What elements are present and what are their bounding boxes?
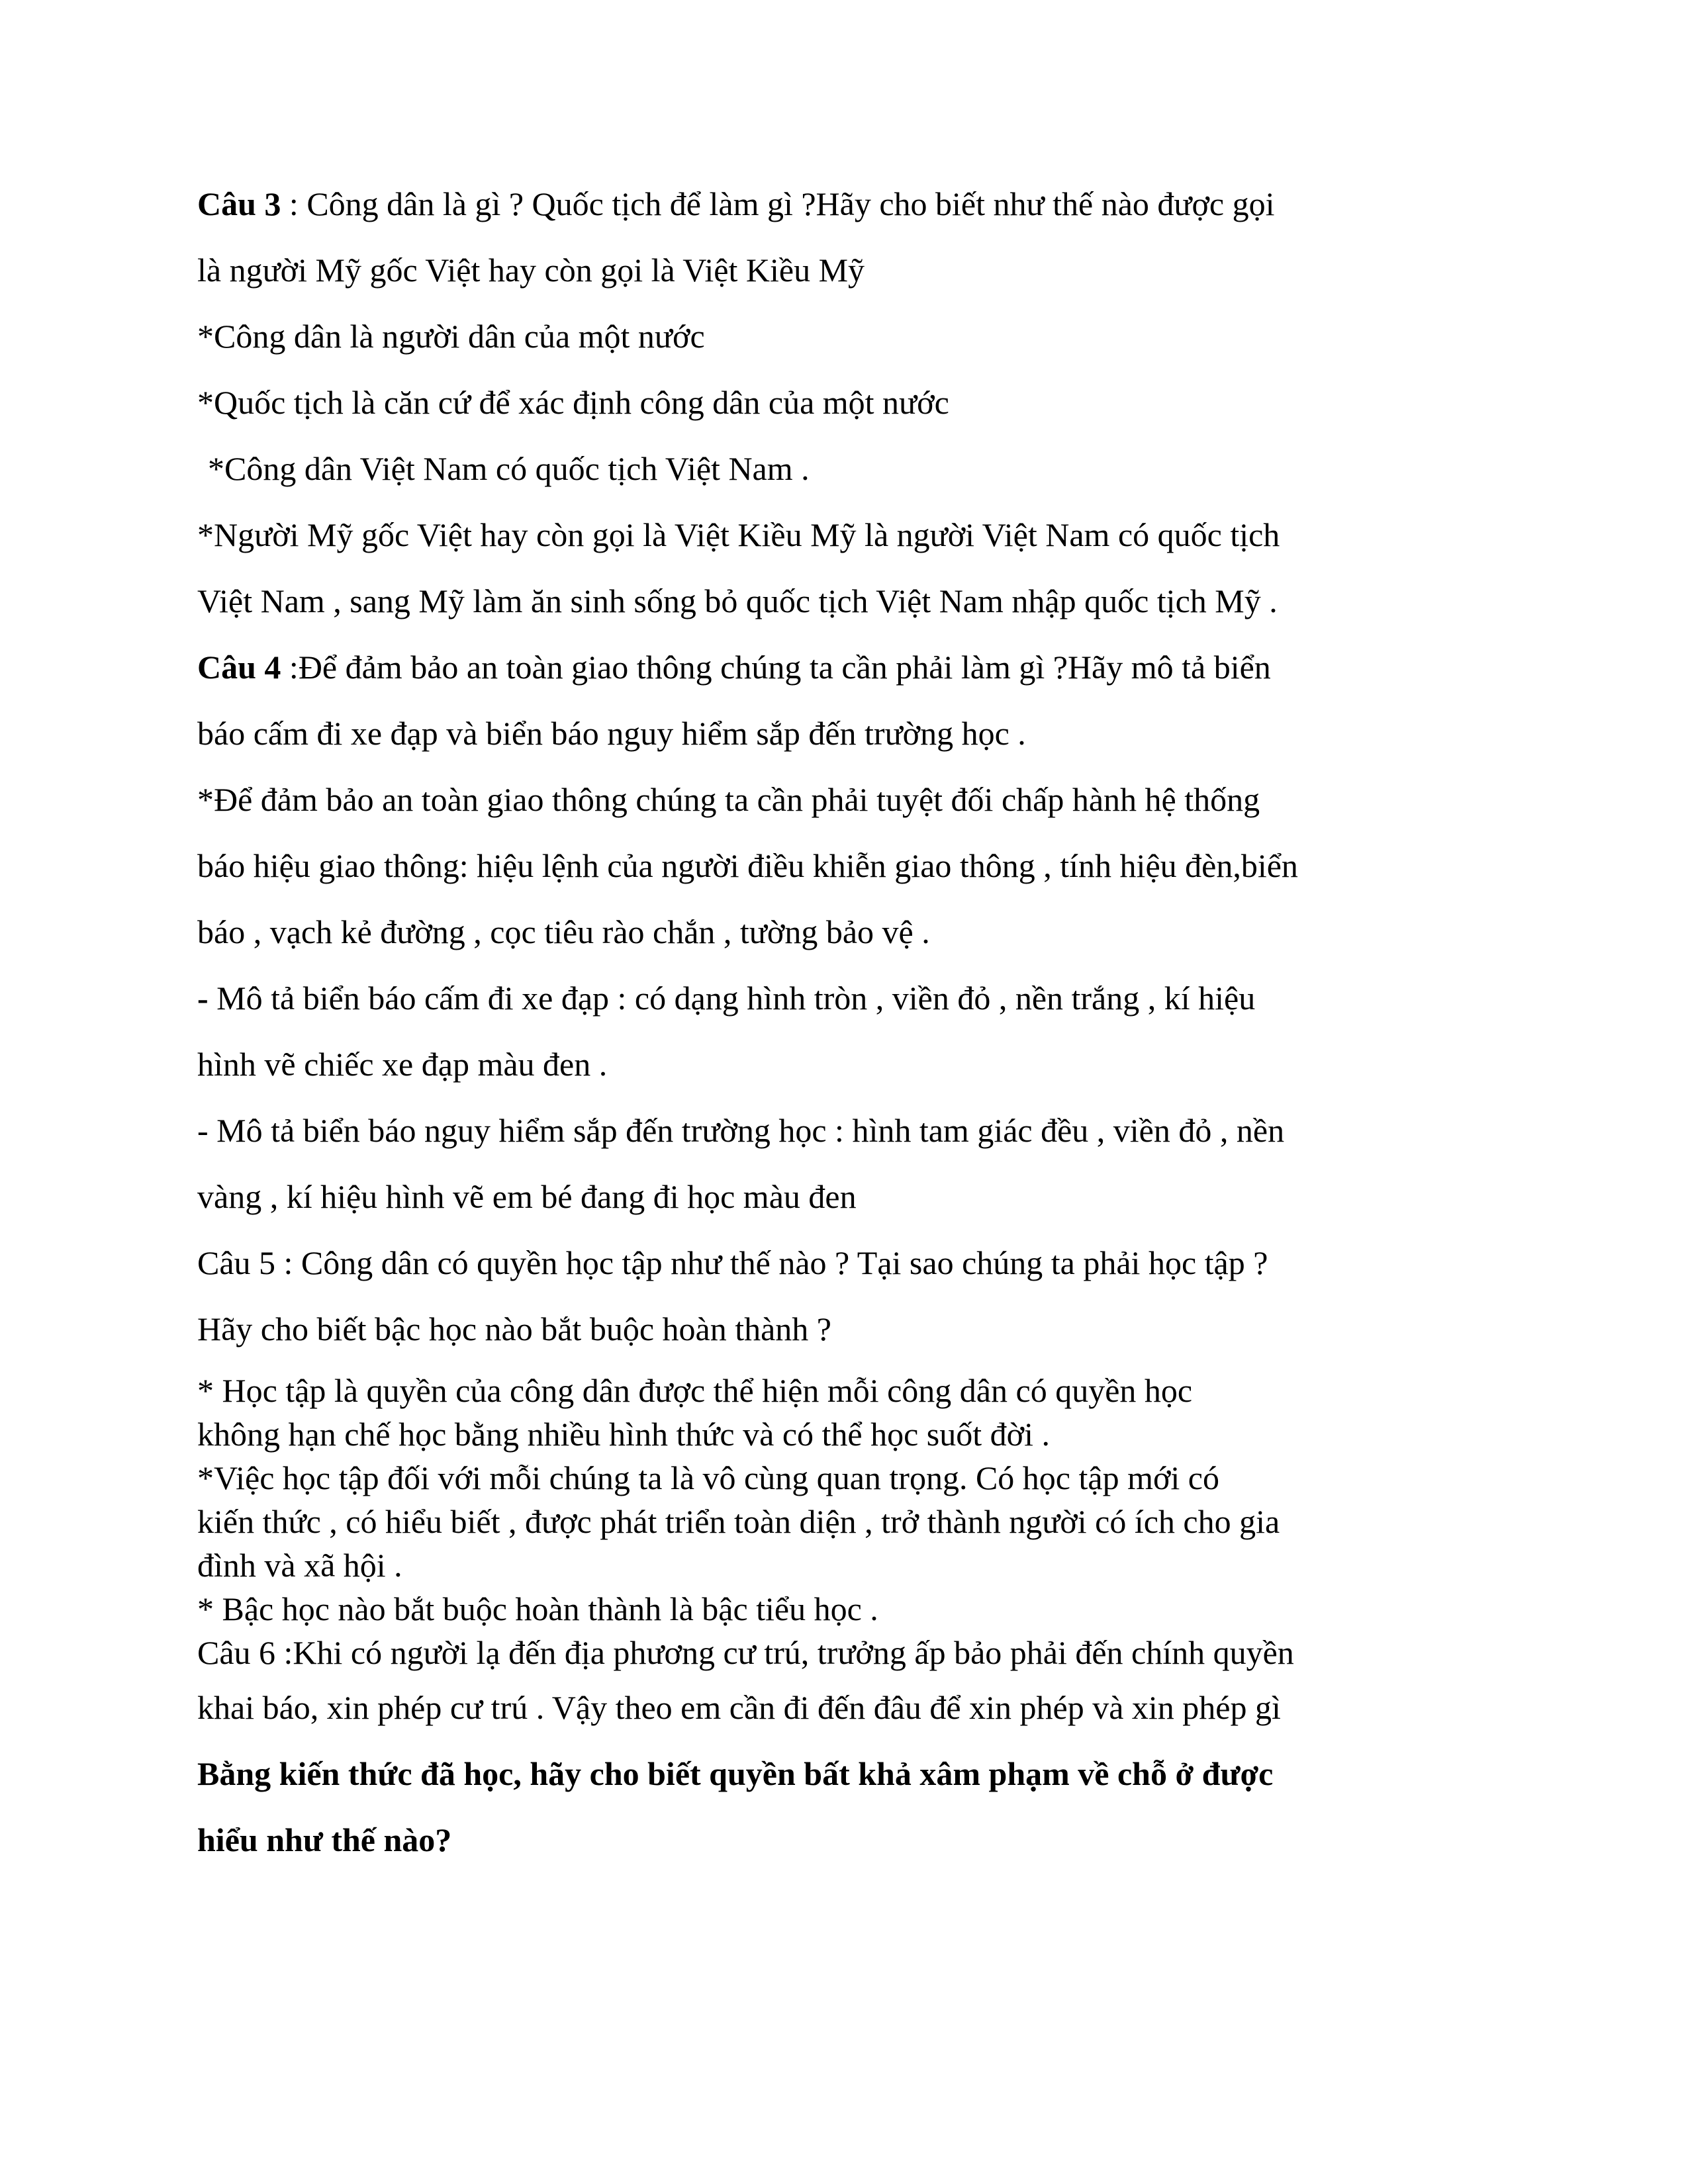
question-5-answers xyxy=(197,1369,1495,1674)
question-3-answer-3: *Công dân Việt Nam có quốc tịch Việt Nam . xyxy=(208,450,810,487)
question-5-answer-1-line-2: không hạn chế học bằng nhiều hình thức và có thể học suốt đời . xyxy=(197,1416,1050,1453)
question-3-answer-4-line-2: Việt Nam , sang Mỹ làm ăn sinh sống bỏ quốc tịch Việt Nam nhập quốc tịch Mỹ . xyxy=(197,582,1278,619)
question-3-label: Câu 3 xyxy=(197,185,281,222)
question-4-line-1 xyxy=(197,634,1495,700)
question-3-answer-1: *Công dân là người dân của một nước xyxy=(197,318,705,355)
question-4-answer-2-line-2: hình vẽ chiếc xe đạp màu đen . xyxy=(197,1046,608,1083)
question-3-line-2: là người Mỹ gốc Việt hay còn gọi là Việt Kiều Mỹ xyxy=(197,251,865,289)
question-4-text-1: :Để đảm bảo an toàn giao thông chúng ta cần phải làm gì ?Hãy mô tả biển xyxy=(281,649,1271,686)
question-3-line-1 xyxy=(197,171,1495,237)
question-5-line-2: Hãy cho biết bậc học nào bắt buộc hoàn thành ? xyxy=(197,1310,831,1347)
question-4-answer-2-dash: - xyxy=(197,979,209,1017)
question-5-answer-2-line-3: đình và xã hội . xyxy=(197,1547,402,1584)
question-4-line-2: báo cấm đi xe đạp và biển báo nguy hiểm sắp đến trường học . xyxy=(197,715,1026,752)
question-5-answer-2-line-1: *Việc học tập đối với mỗi chúng ta là vô cùng quan trọng. Có học tập mới có xyxy=(197,1459,1219,1496)
question-4-label: Câu 4 xyxy=(197,649,281,686)
question-3-answer-4-line-1: *Người Mỹ gốc Việt hay còn gọi là Việt Kiều Mỹ là người Việt Nam có quốc tịch xyxy=(197,516,1280,553)
document-body xyxy=(197,171,1495,1873)
question-6-bold-line-1: Bằng kiến thức đã học, hãy cho biết quyền bất khả xâm phạm về chỗ ở được xyxy=(197,1755,1274,1792)
question-4-answer-2-text: Mô tả biển báo cấm đi xe đạp : có dạng hình tròn , viền đỏ , nền trắng , kí hiệu xyxy=(208,979,1256,1017)
question-6-line-2: khai báo, xin phép cư trú . Vậy theo em cần đi đến đâu để xin phép và xin phép gì xyxy=(197,1689,1281,1726)
question-4-answer-3-line-1: - Mô tả biển báo nguy hiểm sắp đến trường học : hình tam giác đều , viền đỏ , nền xyxy=(197,1112,1285,1149)
question-4-answer-1-line-2: báo hiệu giao thông: hiệu lệnh của người điều khiễn giao thông , tính hiệu đèn,biển xyxy=(197,847,1298,884)
question-5-line-1: Câu 5 : Công dân có quyền học tập như thế nào ? Tại sao chúng ta phải học tập ? xyxy=(197,1244,1268,1281)
question-3-text-1: : Công dân là gì ? Quốc tịch để làm gì ?Hãy cho biết như thế nào được gọi xyxy=(281,185,1275,222)
question-4-answer-1-line-3: báo , vạch kẻ đường , cọc tiêu rào chắn , tường bảo vệ . xyxy=(197,913,930,950)
question-3-answer-2: *Quốc tịch là căn cứ để xác định công dân của một nước xyxy=(197,384,949,421)
question-4-answer-2-line-1 xyxy=(197,965,1495,1031)
question-5-answer-1-line-1: * Học tập là quyền của công dân được thể hiện mỗi công dân có quyền học xyxy=(197,1372,1193,1409)
question-4-answer-3-line-2: vàng , kí hiệu hình vẽ em bé đang đi học màu đen xyxy=(197,1178,857,1215)
question-6-bold-line-2: hiểu như thế nào? xyxy=(197,1821,452,1858)
question-4-answer-1-line-1: *Để đảm bảo an toàn giao thông chúng ta cần phải tuyệt đối chấp hành hệ thống xyxy=(197,781,1260,818)
question-6-line-1: Câu 6 :Khi có người lạ đến địa phương cư trú, trưởng ấp bảo phải đến chính quyền xyxy=(197,1634,1294,1671)
question-5-answer-3: * Bậc học nào bắt buộc hoàn thành là bậc tiểu học . xyxy=(197,1590,878,1627)
question-5-answer-2-line-2: kiến thức , có hiểu biết , được phát triển toàn diện , trở thành người có ích cho gia xyxy=(197,1503,1280,1540)
